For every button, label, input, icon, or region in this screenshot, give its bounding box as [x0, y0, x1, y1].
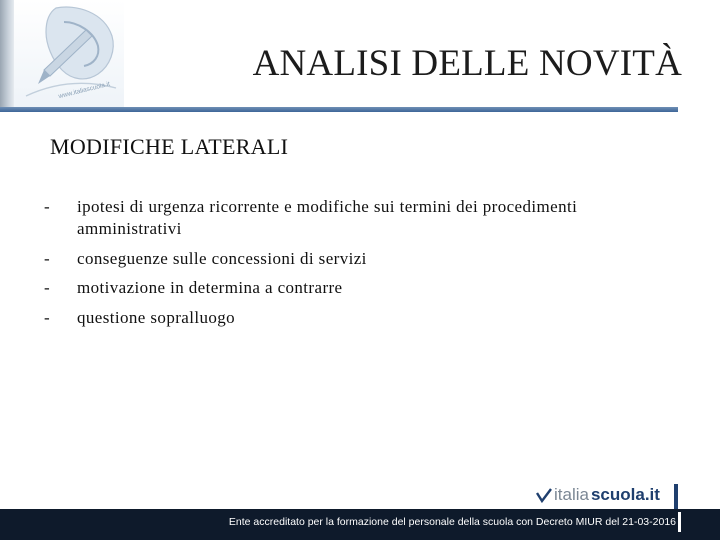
bullet-item [44, 307, 684, 329]
bullet-marker: - [44, 248, 51, 268]
bullet-text: motivazione in determina a contrarre [77, 278, 343, 297]
footer-divider [678, 512, 681, 532]
brand-prefix: italia [554, 485, 589, 504]
bullet-marker: - [44, 307, 51, 327]
footer-accreditation-note: Ente accreditato per la formazione del personale della scuola con Decreto MIUR del 21-03-2016 [228, 516, 676, 528]
bullet-marker: - [44, 278, 51, 297]
bullet-item [44, 248, 684, 270]
bullet-marker: - [44, 197, 51, 216]
brand-suffix: scuola.it [590, 485, 660, 504]
footer-brand-logo [536, 482, 660, 508]
bullet-list [44, 196, 684, 336]
quill-pen-icon [16, 0, 124, 108]
swoosh-icon [536, 487, 552, 503]
corner-logo-url: www.italiascuola.it [57, 80, 111, 101]
brand-divider [674, 484, 678, 510]
section-subtitle: MODIFICHE LATERALI [50, 134, 289, 159]
slide-title: ANALISI DELLE NOVITÀ [252, 43, 682, 84]
corner-logo [0, 0, 124, 110]
corner-logo-strip [0, 0, 14, 110]
bullet-item [44, 277, 684, 299]
bullet-text: conseguenze sulle concessioni di servizi [77, 248, 367, 268]
title-underline [0, 107, 678, 112]
bullet-item [44, 196, 684, 240]
bullet-text: ipotesi di urgenza ricorrente e modifiche sui termini dei procedimenti amministrativi [77, 197, 578, 238]
bullet-text: questione sopralluogo [77, 307, 236, 327]
